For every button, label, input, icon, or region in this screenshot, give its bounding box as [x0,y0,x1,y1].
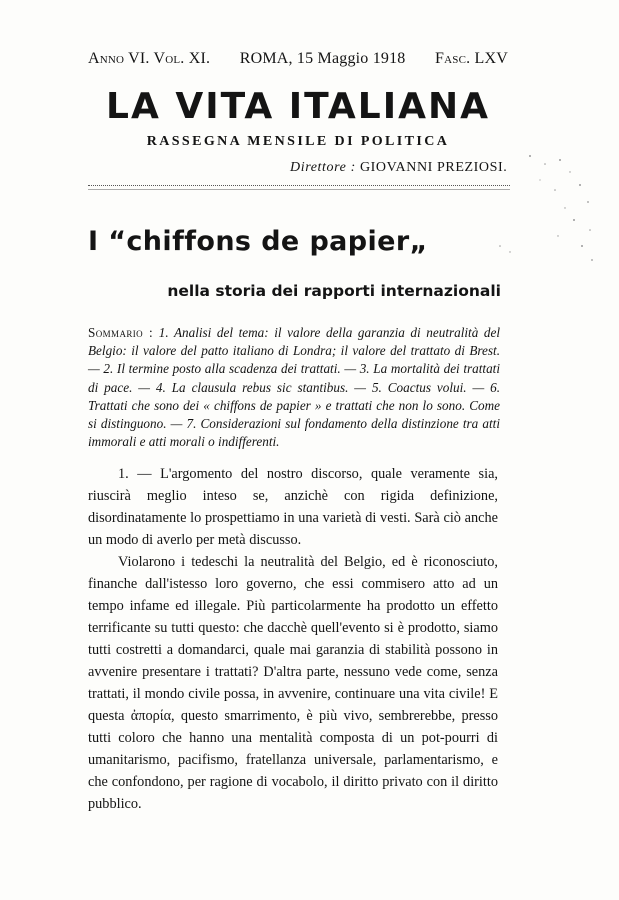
director-name: GIOVANNI PREZIOSI. [359,160,508,175]
journal-subtitle: RASSEGNA MENSILE DI POLITICA [146,134,450,149]
article-summary [88,324,500,451]
body-paragraph: Violarono i tedeschi la neutralità del Belgio, ed è riconosciuto, finanche dall'istesso loro governo, che essi commisero atto ad un tempo infame ed illegale. Più particolarmente ha prodotto un effetto terrificante su tutti questo: che dacchè quell'evento si è prodotto, siamo tutti costretti a domandarci, quale mai garanzia di stabilità possono in avvenire presentare i trattati? D'altra parte, nessuno vede come, senza trattati, il mondo civile possa, in avvenire, continuare una vita civile! E questa ἀπορία, questo smarrimento, è più vivo, sembrerebbe, presso tutti coloro che hanno una mentalità composta di un pot-pourri di umanitarismo, pacifismo, fratellanza universale, parlamentarismo, e che confondono, per ragione di vocabolo, il diritto privato con il diritto pubblico. [88,554,498,812]
journal-title: LA VITA ITALIANA [106,86,490,127]
body-paragraph: 1. — L'argomento del nostro discorso, quale veramente sia, riuscirà meglio inteso se, anzichè con rigida definizione, disordinatamente lo prospettiamo in una varietà di vesti. Sarà ciò anche un modo di averlo per metà discusso. [88,466,498,548]
volume-info: Anno VI. Vol. XI. [88,50,211,67]
article-title: I “chiffons de papier„ [88,226,428,257]
article-body [88,463,498,815]
director-label: Direttore : [290,160,356,175]
divider-rule [88,185,510,186]
issue-date: ROMA, 15 Maggio 1918 [239,50,406,67]
article-subtitle: nella storia dei rapporti internazionali [167,282,501,300]
summary-label: Sommario : [88,325,154,340]
summary-text: 1. Analisi del tema: il valore della garanzia di neutralità del Belgio: il valore del patto italiano di Londra; il valore del trattato di Brest. — 2. Il termine posto alla scadenza dei trattati. — 3. La mortalità dei trattati di pace. — 4. La clausula rebus sic stantibus. — 5. Coactus volui. — 6. Trattati che sono dei « chiffons de papier » e trattati che non lo sono. Come si distinguono. — 7. Considerazioni sul fondamento della distinzione tra atti immorali e atti morali o indifferenti. [88,325,501,450]
issue-header [88,50,508,68]
issue-number: Fasc. LXV [435,50,508,67]
ink-speckle-decoration [470,150,600,280]
divider-rule-secondary [88,189,510,190]
